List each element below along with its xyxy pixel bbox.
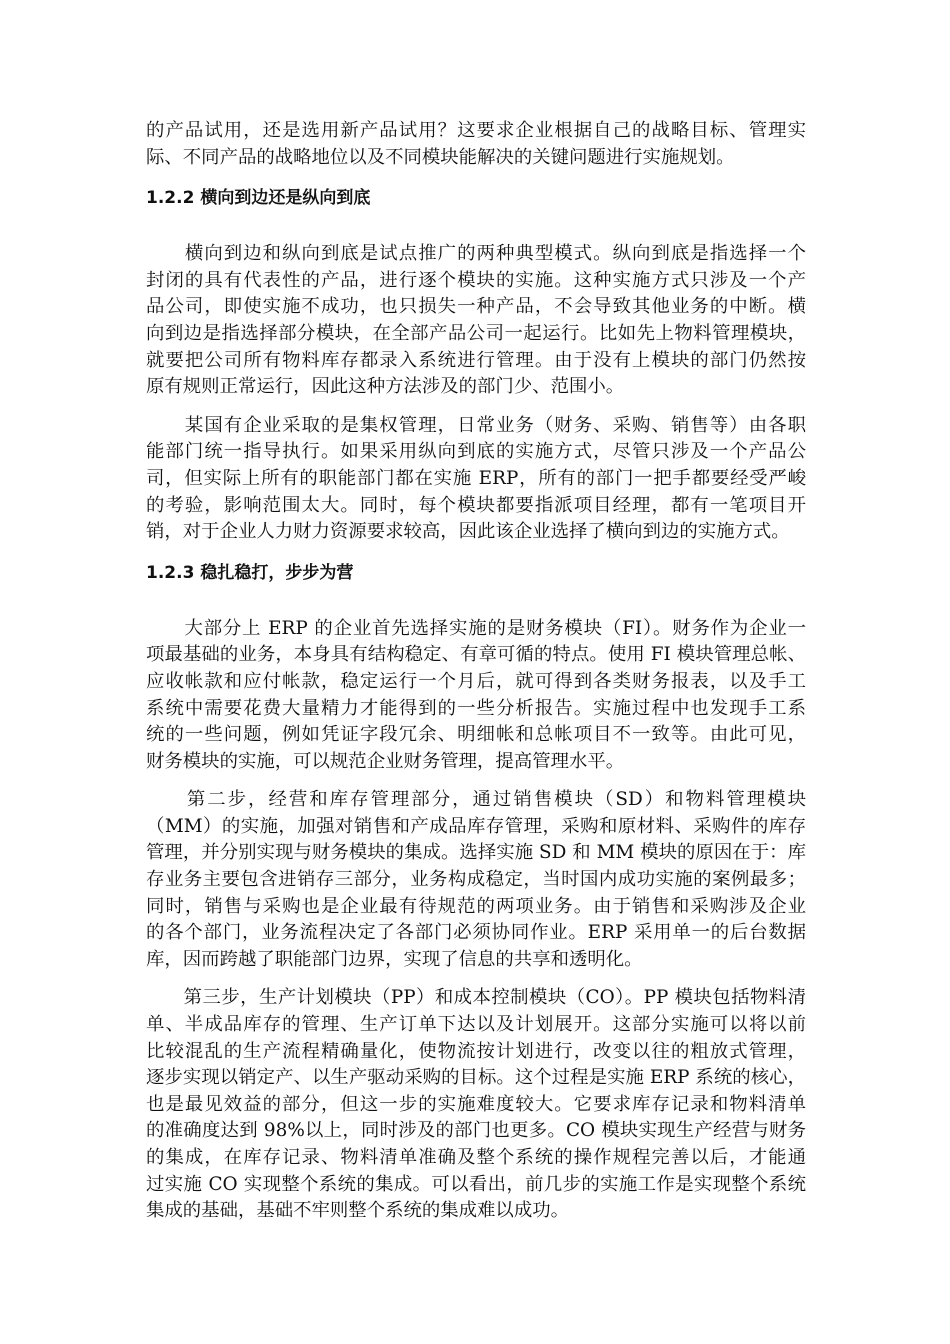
text-line: 际、不同产品的战略地位以及不同模块能解决的关键问题进行实施规划。 [146, 146, 735, 168]
text-line: 集成的基础，基础不牢则整个系统的集成难以成功。 [146, 1200, 569, 1222]
text-line: 财务模块的实施，可以规范企业财务管理，提高管理水平。 [146, 750, 625, 772]
section-1-2-3-paragraph-2 [146, 787, 806, 973]
text-line: 应收帐款和应付帐款，稳定运行一个月后，就可得到各类财务报表，以及手工 [146, 670, 806, 692]
text-line: 比较混乱的生产流程精确量化，使物流按计划进行，改变以往的粗放式管理， [146, 1040, 806, 1062]
text-line: 的考验，影响范围太大。同时，每个模块都要指派项目经理，都有一笔项目开 [146, 494, 806, 516]
section-1-2-2-paragraph-1 [146, 241, 806, 401]
section-heading-1-2-2: 1.2.2 横向到边还是纵向到底 [146, 188, 371, 209]
text-line: 管理，并分别实现与财务模块的集成。选择实施 SD 和 MM 模块的原因在于：库 [146, 842, 806, 864]
text-line: 能部门统一指导执行。如果采用纵向到底的实施方式，尽管只涉及一个产品公 [146, 441, 806, 463]
section-heading-1-2-3: 1.2.3 稳扎稳打，步步为营 [146, 562, 354, 583]
text-line: 某国有企业采取的是集权管理，日常业务（财务、采购、销售等）由各职 [146, 414, 806, 436]
text-line: 同时，销售与采购也是企业最有待规范的两项业务。由于销售和采购涉及企业 [146, 895, 806, 917]
text-line: 封闭的具有代表性的产品，进行逐个模块的实施。这种实施方式只涉及一个产 [146, 269, 806, 291]
text-line: 大部分上 ERP 的企业首先选择实施的是财务模块（FI）。财务作为企业一 [146, 617, 806, 639]
text-line: 原有规则正常运行，因此这种方法涉及的部门少、范围小。 [146, 376, 625, 398]
intro-paragraph [146, 118, 806, 171]
text-line: （MM）的实施，加强对销售和产成品库存管理，采购和原材料、采购件的库存 [146, 815, 806, 837]
text-line: 横向到边和纵向到底是试点推广的两种典型模式。纵向到底是指选择一个 [146, 243, 806, 265]
text-line: 统的一些问题，例如凭证字段冗余、明细帐和总帐项目不一致等。由此可见， [146, 724, 806, 746]
text-line: 的产品试用，还是选用新产品试用？这要求企业根据自己的战略目标、管理实 [146, 120, 806, 141]
section-1-2-3-paragraph-1 [146, 616, 806, 776]
text-line: 的准确度达到 98%以上，同时涉及的部门也更多。CO 模块实现生产经营与财务 [146, 1120, 806, 1142]
text-line: 销，对于企业人力财力资源要求较高，因此该企业选择了横向到边的实施方式。 [146, 521, 790, 543]
text-line: 司，但实际上所有的职能部门都在实施 ERP，所有的部门一把手都要经受严峻 [146, 467, 806, 489]
section-1-2-2-paragraph-2 [146, 413, 806, 546]
text-line: 存业务主要包含进销存三部分，业务构成稳定，当时国内成功实施的案例最多； [146, 869, 806, 891]
text-line: 向到边是指选择部分模块，在全部产品公司一起运行。比如先上物料管理模块， [146, 322, 806, 344]
text-line: 第三步，生产计划模块（PP）和成本控制模块（CO）。PP 模块包括物料清 [146, 987, 806, 1009]
text-line: 库，因而跨越了职能部门边界，实现了信息的共享和透明化。 [146, 948, 643, 970]
document-page [146, 118, 806, 1225]
text-line: 品公司，即使实施不成功，也只损失一种产品，不会导致其他业务的中断。横 [146, 296, 806, 318]
text-line: 系统中需要花费大量精力才能得到的一些分析报告。实施过程中也发现手工系 [146, 697, 806, 719]
text-line: 过实施 CO 实现整个系统的集成。可以看出，前几步的实施工作是实现整个系统 [146, 1173, 806, 1195]
text-line: 逐步实现以销定产、以生产驱动采购的目标。这个过程是实施 ERP 系统的核心， [146, 1067, 806, 1089]
text-line: 就要把公司所有物料库存都录入系统进行管理。由于没有上模块的部门仍然按 [146, 349, 806, 371]
text-line: 单、半成品库存的管理、生产订单下达以及计划展开。这部分实施可以将以前 [146, 1014, 806, 1036]
text-line: 项最基础的业务，本身具有结构稳定、有章可循的特点。使用 FI 模块管理总帐、 [146, 644, 806, 666]
text-line: 也是最见效益的部分，但这一步的实施难度较大。它要求库存记录和物料清单 [146, 1093, 806, 1115]
text-line: 的各个部门，业务流程决定了各部门必须协同作业。ERP 采用单一的后台数据 [146, 922, 806, 944]
text-line: 的集成，在库存记录、物料清单准确及整个系统的操作规程完善以后，才能通 [146, 1147, 806, 1168]
text-line: 第二步，经营和库存管理部分，通过销售模块（SD）和物料管理模块 [146, 789, 806, 811]
section-1-2-3-paragraph-3 [146, 985, 806, 1224]
